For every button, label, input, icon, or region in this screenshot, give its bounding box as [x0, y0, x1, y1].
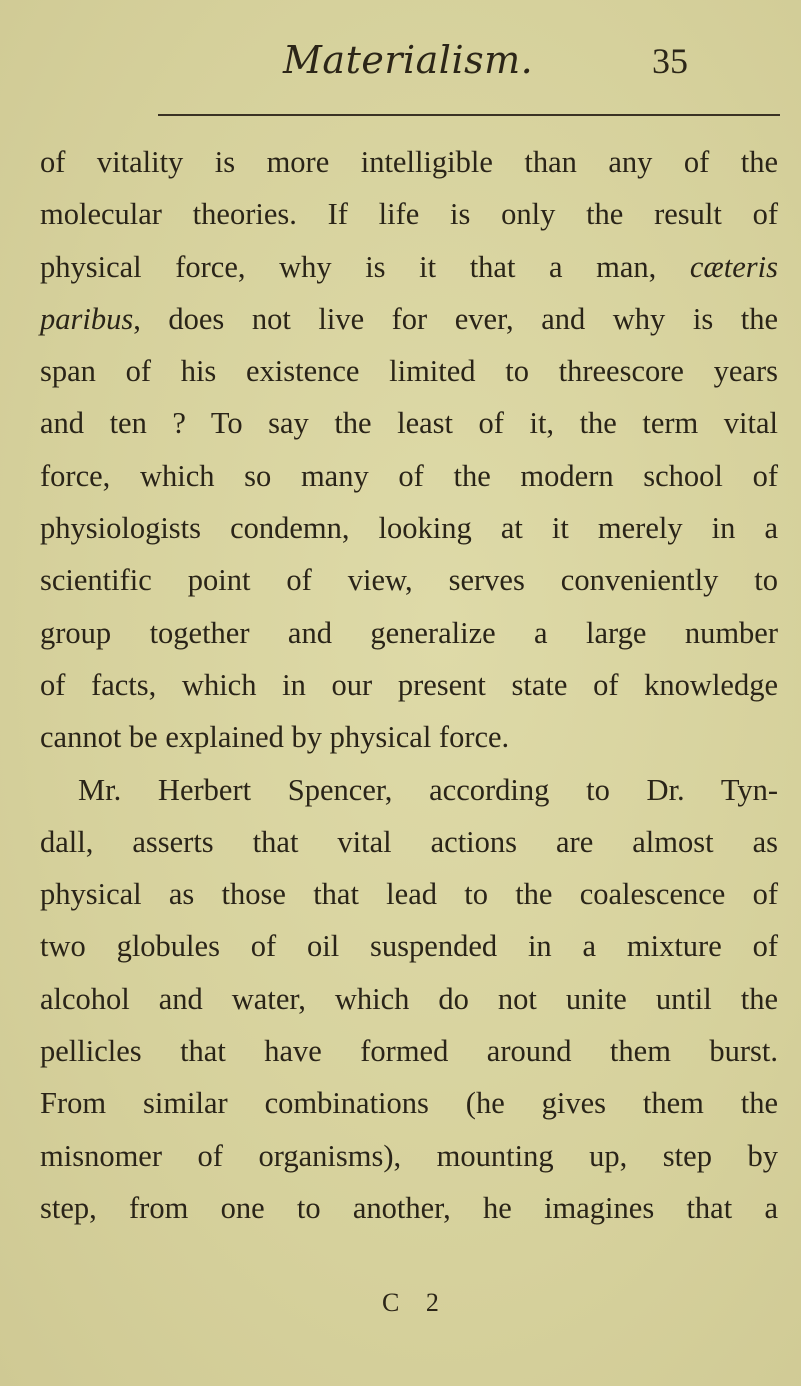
text-line: and ten ? To say the least of it, the term vital — [40, 406, 778, 441]
signature-mark: C 2 — [382, 1288, 449, 1317]
text-line: pellicles that have formed around them burst. — [40, 1034, 778, 1069]
text-line: of facts, which in our present state of knowledge — [40, 667, 778, 702]
text-line: span of his existence limited to threescore years — [40, 354, 778, 389]
text-line: Mr. Herbert Spencer, according to Dr. Tyn- — [78, 772, 778, 807]
text-line: force, which so many of the modern school of — [40, 458, 778, 493]
text-line: alcohol and water, which do not unite until the — [40, 981, 778, 1016]
text-line: cannot be explained by physical force. — [40, 720, 510, 755]
text-line — [40, 293, 778, 345]
italic-phrase: cæteris — [689, 249, 778, 284]
text-line: molecular theories. If life is only the result of — [40, 197, 778, 232]
text-line — [40, 241, 778, 293]
text-line: physical as those that lead to the coalescence of — [40, 877, 778, 912]
page-header — [0, 38, 801, 98]
text-line: misnomer of organisms), mounting up, step by — [40, 1138, 778, 1173]
body-text — [40, 136, 778, 1234]
text-line: From similar combinations (he gives them the — [40, 1086, 778, 1121]
text-line: step, from one to another, he imagines that a — [40, 1190, 778, 1225]
text-line: two globules of oil suspended in a mixture of — [40, 929, 778, 964]
text-line: of vitality is more intelligible than any of the — [40, 145, 778, 179]
text-line: scientific point of view, serves conveniently to — [40, 563, 778, 598]
running-title: Materialism. — [283, 38, 534, 82]
text-line: dall, asserts that vital actions are almost as — [40, 824, 778, 859]
text-line: group together and generalize a large number — [40, 615, 778, 650]
italic-phrase: paribus — [40, 301, 134, 336]
text-line: physiologists condemn, looking at it merely in a — [40, 511, 778, 546]
page-number: 35 — [652, 41, 688, 81]
text-run: , does not live for ever, and why is the — [133, 301, 778, 336]
header-rule — [158, 114, 780, 116]
text-run: physical force, why is it that a man, — [40, 249, 690, 284]
